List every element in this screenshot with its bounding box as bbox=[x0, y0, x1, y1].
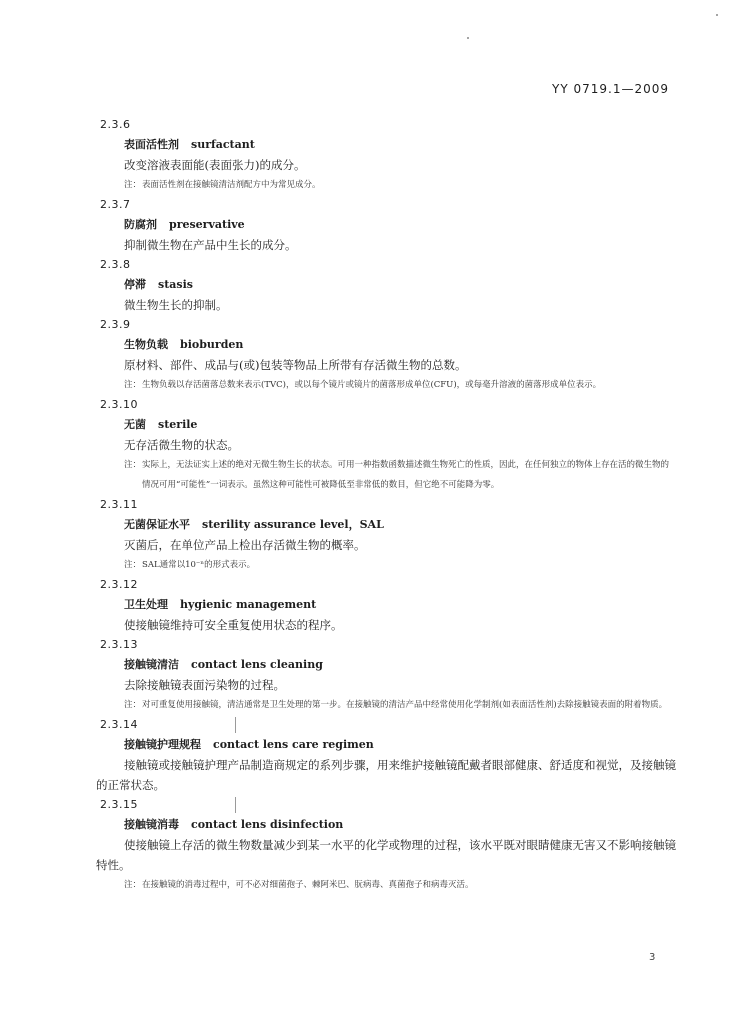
term-entry-contact-lens-cleaning bbox=[0, 635, 755, 715]
scan-mark bbox=[235, 717, 236, 733]
term-note bbox=[124, 555, 675, 575]
term-english: contact lens disinfection bbox=[191, 818, 344, 831]
term-heading bbox=[124, 655, 755, 675]
note-label: 注： bbox=[124, 880, 142, 890]
note-label: 注： bbox=[124, 460, 142, 470]
term-definition: 接触镜或接触镜护理产品制造商规定的系列步骤，用来维护接触镜配戴者眼部健康、舒适度和视觉，及接触镜的正常状态。 bbox=[96, 758, 676, 792]
term-english: preservative bbox=[169, 218, 245, 231]
term-english: sterile bbox=[158, 418, 198, 431]
term-english: stasis bbox=[158, 278, 193, 291]
term-entry-contact-lens-care-regimen bbox=[0, 715, 755, 795]
terms-list bbox=[0, 115, 755, 895]
clause-number: 2.3.14 bbox=[100, 715, 755, 735]
term-english: hygienic management bbox=[180, 598, 317, 611]
term-english: bioburden bbox=[180, 338, 244, 351]
note-text: 实际上，无法证实上述的绝对无微生物生长的状态。可用一种指数函数描述微生物死亡的性质，因此，在任何独立的物体上存在活的微生物的情况可用“可能性”一词表示。虽然这种可能性可被降低至非常低的数目，但它绝不可能降为零。 bbox=[142, 460, 670, 490]
note-text: SAL通常以10⁻ⁿ的形式表示。 bbox=[142, 560, 256, 570]
term-heading bbox=[124, 815, 755, 835]
term-chinese: 接触镜护理规程 bbox=[124, 738, 201, 751]
term-note bbox=[124, 875, 675, 895]
term-heading bbox=[124, 215, 755, 235]
term-definition: 改变溶液表面能(表面张力)的成分。 bbox=[124, 158, 306, 172]
term-heading bbox=[124, 595, 755, 615]
note-label: 注： bbox=[124, 180, 142, 190]
term-heading bbox=[124, 415, 755, 435]
term-chinese: 停滞 bbox=[124, 278, 146, 291]
term-chinese: 接触镜清洁 bbox=[124, 658, 179, 671]
term-definition: 原材料、部件、成品与(或)包装等物品上所带有存活微生物的总数。 bbox=[124, 358, 467, 372]
note-text: 表面活性剂在接触镜清洁剂配方中为常见成分。 bbox=[142, 180, 321, 190]
term-definition: 去除接触镜表面污染物的过程。 bbox=[124, 678, 285, 692]
term-english: contact lens care regimen bbox=[213, 738, 374, 751]
term-entry-stasis bbox=[0, 255, 755, 315]
term-chinese: 无菌 bbox=[124, 418, 146, 431]
page-number: 3 bbox=[649, 952, 656, 963]
note-label: 注： bbox=[124, 560, 142, 570]
term-entry-preservative bbox=[0, 195, 755, 255]
term-entry-contact-lens-disinfection bbox=[0, 795, 755, 895]
term-chinese: 卫生处理 bbox=[124, 598, 168, 611]
term-chinese: 防腐剂 bbox=[124, 218, 157, 231]
clause-number: 2.3.7 bbox=[100, 198, 131, 211]
term-note bbox=[124, 455, 675, 495]
term-chinese: 接触镜消毒 bbox=[124, 818, 179, 831]
note-label: 注： bbox=[124, 380, 142, 390]
term-note bbox=[124, 375, 675, 395]
term-definition: 使接触镜维持可安全重复使用状态的程序。 bbox=[124, 618, 343, 632]
term-entry-surfactant bbox=[0, 115, 755, 195]
note-text: 对可重复使用接触镜，清洁通常是卫生处理的第一步。在接触镜的清洁产品中经常使用化学制剂(如表面活性剂)去除接触镜表面的附着物质。 bbox=[142, 700, 668, 710]
clause-number: 2.3.9 bbox=[100, 318, 131, 331]
note-text: 生物负载以存活菌落总数来表示(TVC)，或以每个镜片或镜片的菌落形成单位(CFU)，或每毫升溶液的菌落形成单位表示。 bbox=[142, 380, 602, 390]
term-entry-hygienic-management bbox=[0, 575, 755, 635]
term-heading bbox=[124, 135, 755, 155]
clause-number: 2.3.15 bbox=[100, 795, 755, 815]
term-definition: 使接触镜上存活的微生物数量减少到某一水平的化学或物理的过程，该水平既对眼睛健康无害又不影响接触镜特性。 bbox=[96, 838, 676, 872]
clause-number: 2.3.6 bbox=[100, 118, 131, 131]
note-text: 在接触镜的消毒过程中，可不必对细菌孢子、棘阿米巴、朊病毒、真菌孢子和病毒灭活。 bbox=[142, 880, 474, 890]
term-definition: 无存活微生物的状态。 bbox=[124, 438, 239, 452]
term-definition: 灭菌后，在单位产品上检出存活微生物的概率。 bbox=[124, 538, 366, 552]
term-heading bbox=[124, 335, 755, 355]
note-label: 注： bbox=[124, 700, 142, 710]
term-chinese: 无菌保证水平 bbox=[124, 518, 190, 531]
term-entry-bioburden bbox=[0, 315, 755, 395]
clause-number: 2.3.10 bbox=[100, 398, 138, 411]
term-note bbox=[124, 175, 675, 195]
term-heading bbox=[124, 515, 755, 535]
term-definition: 抑制微生物在产品中生长的成分。 bbox=[124, 238, 297, 252]
term-entry-sterility-assurance-level bbox=[0, 495, 755, 575]
term-heading bbox=[124, 275, 755, 295]
term-english: sterility assurance level，SAL bbox=[202, 518, 384, 531]
scan-speck bbox=[467, 37, 469, 39]
term-note bbox=[124, 695, 675, 715]
term-english: contact lens cleaning bbox=[191, 658, 323, 671]
term-definition: 微生物生长的抑制。 bbox=[124, 298, 228, 312]
clause-number: 2.3.11 bbox=[100, 498, 138, 511]
term-chinese: 生物负载 bbox=[124, 338, 168, 351]
term-chinese: 表面活性剂 bbox=[124, 138, 179, 151]
clause-number: 2.3.8 bbox=[100, 258, 131, 271]
clause-number: 2.3.12 bbox=[100, 578, 138, 591]
scan-mark bbox=[235, 797, 236, 813]
term-english: surfactant bbox=[191, 138, 255, 151]
clause-number: 2.3.13 bbox=[100, 638, 138, 651]
scan-speck bbox=[716, 14, 718, 16]
term-heading bbox=[124, 735, 755, 755]
term-entry-sterile bbox=[0, 395, 755, 495]
standard-number: YY 0719.1—2009 bbox=[552, 82, 670, 96]
